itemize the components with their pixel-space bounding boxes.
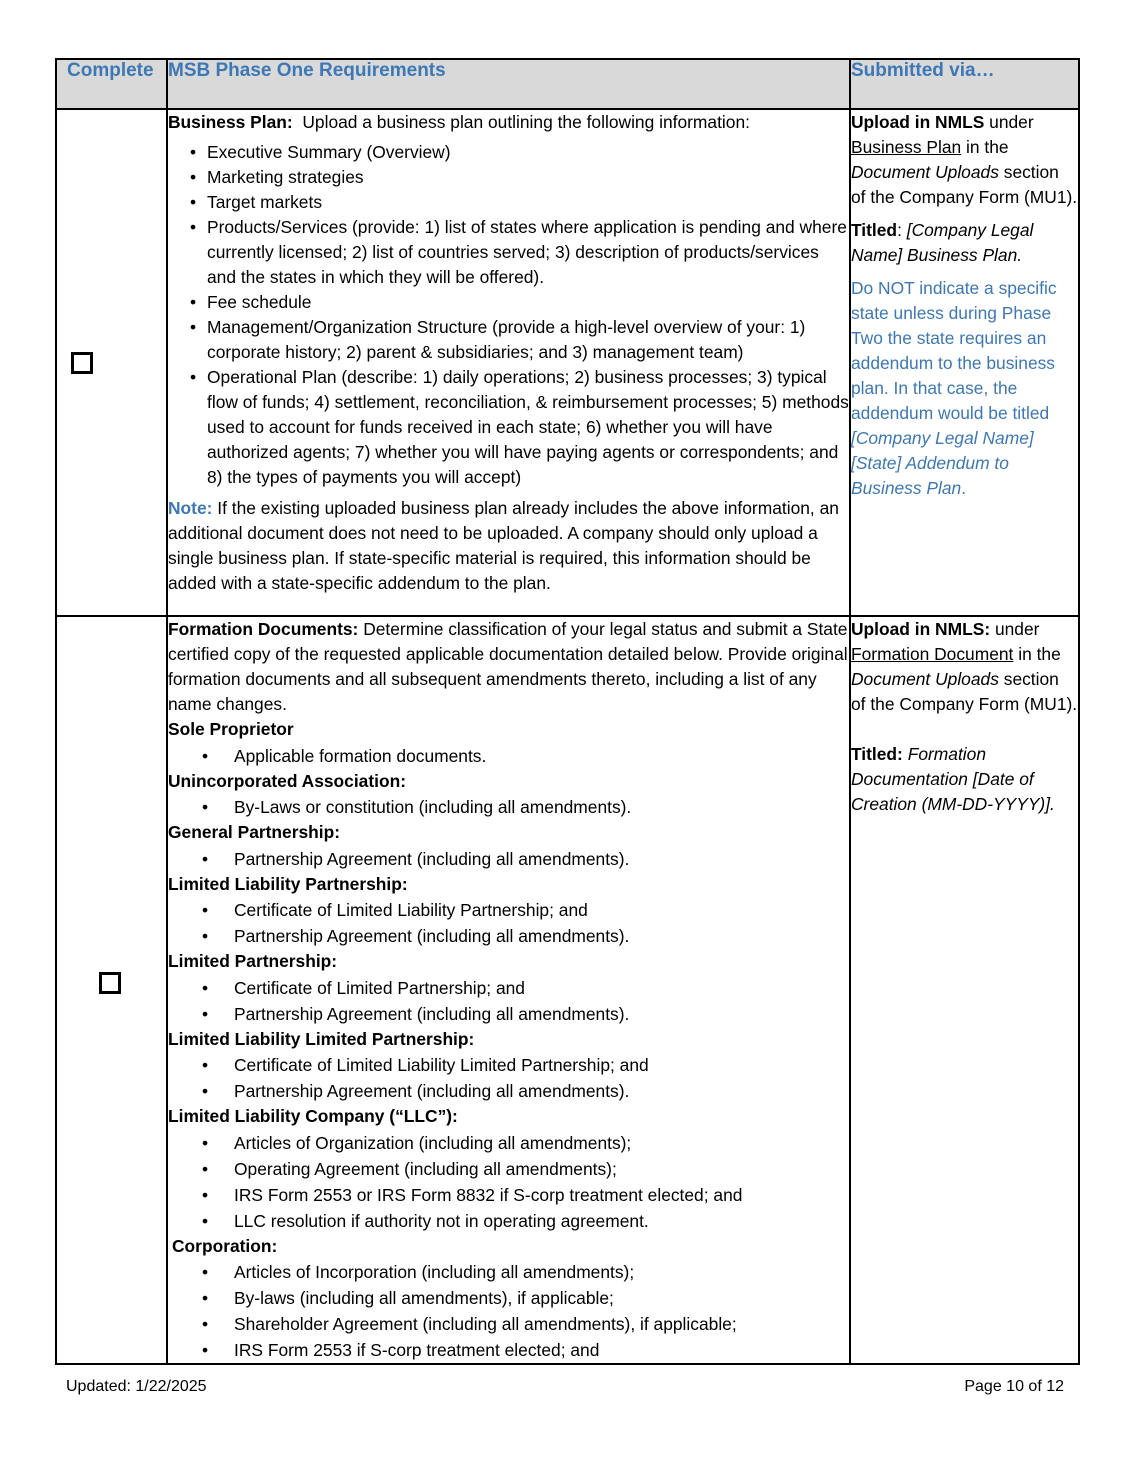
group-heading: Corporation: bbox=[172, 1235, 278, 1256]
business-plan-list bbox=[168, 140, 849, 490]
header-submitted-via: Submitted via… bbox=[850, 59, 1079, 109]
business-plan-requirements bbox=[167, 109, 850, 616]
complete-cell bbox=[56, 109, 167, 616]
footer-page-number: Page 10 of 12 bbox=[964, 1378, 1064, 1395]
complete-cell bbox=[56, 616, 167, 1364]
list-item: • Operating Agreement (including all amendments); bbox=[168, 1156, 849, 1182]
business-plan-addendum-note: Do NOT indicate a specific state unless during Phase Two the state requires an addendum to the business plan. In that case, the addendum would be titled [Company Legal Name] [State] Addendum to Business Plan. bbox=[851, 278, 1057, 498]
footer-updated-date: Updated: 1/22/2025 bbox=[66, 1378, 207, 1395]
table-row-business-plan bbox=[56, 109, 1079, 616]
group-heading: Limited Liability Limited Partnership: bbox=[168, 1028, 475, 1049]
list-item: • Management/Organization Structure (provide a high-level overview of your: 1) corporate history; 2) parent & subsidiaries; and 3) management team) bbox=[168, 315, 849, 365]
list-item: • Certificate of Limited Liability Partnership; and bbox=[168, 897, 849, 923]
list-item: • Operational Plan (describe: 1) daily operations; 2) business processes; 3) typical flow of funds; 4) settlement, reconciliation, & reimbursement processes; 5) methods used to account for funds received in each state; 6) whether you will have authorized agents; 7) whether you will have paying agents or correspondents; and 8) the types of payments you will accept) bbox=[168, 365, 849, 490]
group-heading: Limited Partnership: bbox=[168, 951, 338, 971]
list-item: • IRS Form 2553 if S-corp treatment elected; and bbox=[168, 1337, 849, 1363]
table-header-row bbox=[56, 59, 1079, 109]
note-label: Note: bbox=[168, 498, 213, 518]
table-row-formation-documents bbox=[56, 616, 1079, 1364]
list-item: • Target markets bbox=[168, 190, 849, 215]
business-plan-intro: Business Plan: Upload a business plan outlining the following information: bbox=[168, 112, 750, 132]
list-item: • IRS Form 2553 or IRS Form 8832 if S-corp treatment elected; and bbox=[168, 1182, 849, 1208]
formation-doc-link: Formation Document bbox=[851, 644, 1014, 664]
formation-documents-checkbox[interactable] bbox=[99, 972, 121, 994]
formation-requirements bbox=[167, 616, 850, 1364]
list-item: • Fee schedule bbox=[168, 290, 849, 315]
header-requirements: MSB Phase One Requirements bbox=[167, 59, 850, 109]
header-complete: Complete bbox=[56, 59, 167, 109]
business-plan-checkbox[interactable] bbox=[71, 352, 93, 374]
group-heading: Limited Liability Partnership: bbox=[168, 873, 408, 894]
business-plan-title: Business Plan: bbox=[168, 112, 293, 132]
formation-intro: Formation Documents: Determine classification of your legal status and submit a State certified copy of the requested applicable documentation detailed below. Provide original formation documents and all subsequent amendments thereto, including a list of any name changes. bbox=[168, 619, 848, 714]
formation-title: Formation Documents: bbox=[168, 619, 359, 639]
business-plan-doc-link: Business Plan bbox=[851, 137, 962, 157]
list-item: • Marketing strategies bbox=[168, 165, 849, 190]
list-item: • Shareholder Agreement (including all amendments), if applicable; bbox=[168, 1311, 849, 1337]
list-item: • Executive Summary (Overview) bbox=[168, 140, 849, 165]
list-item: • By-laws (including all amendments), if applicable; bbox=[168, 1285, 849, 1311]
list-item: • Articles of Incorporation (including all amendments); bbox=[168, 1259, 849, 1285]
list-item: • LLC resolution if authority not in operating agreement. bbox=[168, 1208, 849, 1234]
formation-submitted-via: Upload in NMLS: under Formation Document in the Document Uploads section of the Company Form (MU1). Titled: Formation Documentation [Date of Creation (MM-DD-YYYY)]. bbox=[850, 616, 1079, 1364]
list-item: • Certificate of Limited Liability Limited Partnership; and bbox=[168, 1052, 849, 1078]
business-plan-submitted-via: Upload in NMLS under Business Plan in the Document Uploads section of the Company Form (MU1). Titled: [Company Legal Name] Business Plan. Do NOT indicate a specific state unless during Phase Two the state requires an addendum to the business plan. In that case, the addendum would be titled [Company Legal Name] [State] Addendum to Business Plan. bbox=[850, 109, 1079, 616]
list-item: • Certificate of Limited Partnership; and bbox=[168, 975, 849, 1001]
list-item: • By-Laws or constitution (including all amendments). bbox=[168, 794, 849, 820]
group-heading: Limited Liability Company (“LLC”): bbox=[168, 1106, 458, 1126]
list-item: • Products/Services (provide: 1) list of states where application is pending and where currently licensed; 2) list of countries served; 3) description of products/services and the states in which they will be offered). bbox=[168, 215, 849, 290]
list-item: • Partnership Agreement (including all amendments). bbox=[168, 1001, 849, 1027]
requirements-table bbox=[55, 58, 1080, 1365]
group-heading: Sole Proprietor bbox=[168, 719, 294, 739]
business-plan-note: Note: If the existing uploaded business plan already includes the above information, an additional document does not need to be uploaded. A company should only upload a single business plan. If state-specific material is required, this information should be added with a state-specific addendum to the plan. bbox=[168, 498, 839, 593]
list-item: • Articles of Organization (including all amendments); bbox=[168, 1130, 849, 1156]
list-item: • Partnership Agreement (including all amendments). bbox=[168, 923, 849, 949]
list-item: • Partnership Agreement (including all amendments). bbox=[168, 1078, 849, 1104]
group-heading: General Partnership: bbox=[168, 822, 341, 842]
list-item: • Applicable formation documents. bbox=[168, 743, 849, 769]
group-heading: Unincorporated Association: bbox=[168, 770, 407, 791]
list-item: • Partnership Agreement (including all amendments). bbox=[168, 846, 849, 872]
